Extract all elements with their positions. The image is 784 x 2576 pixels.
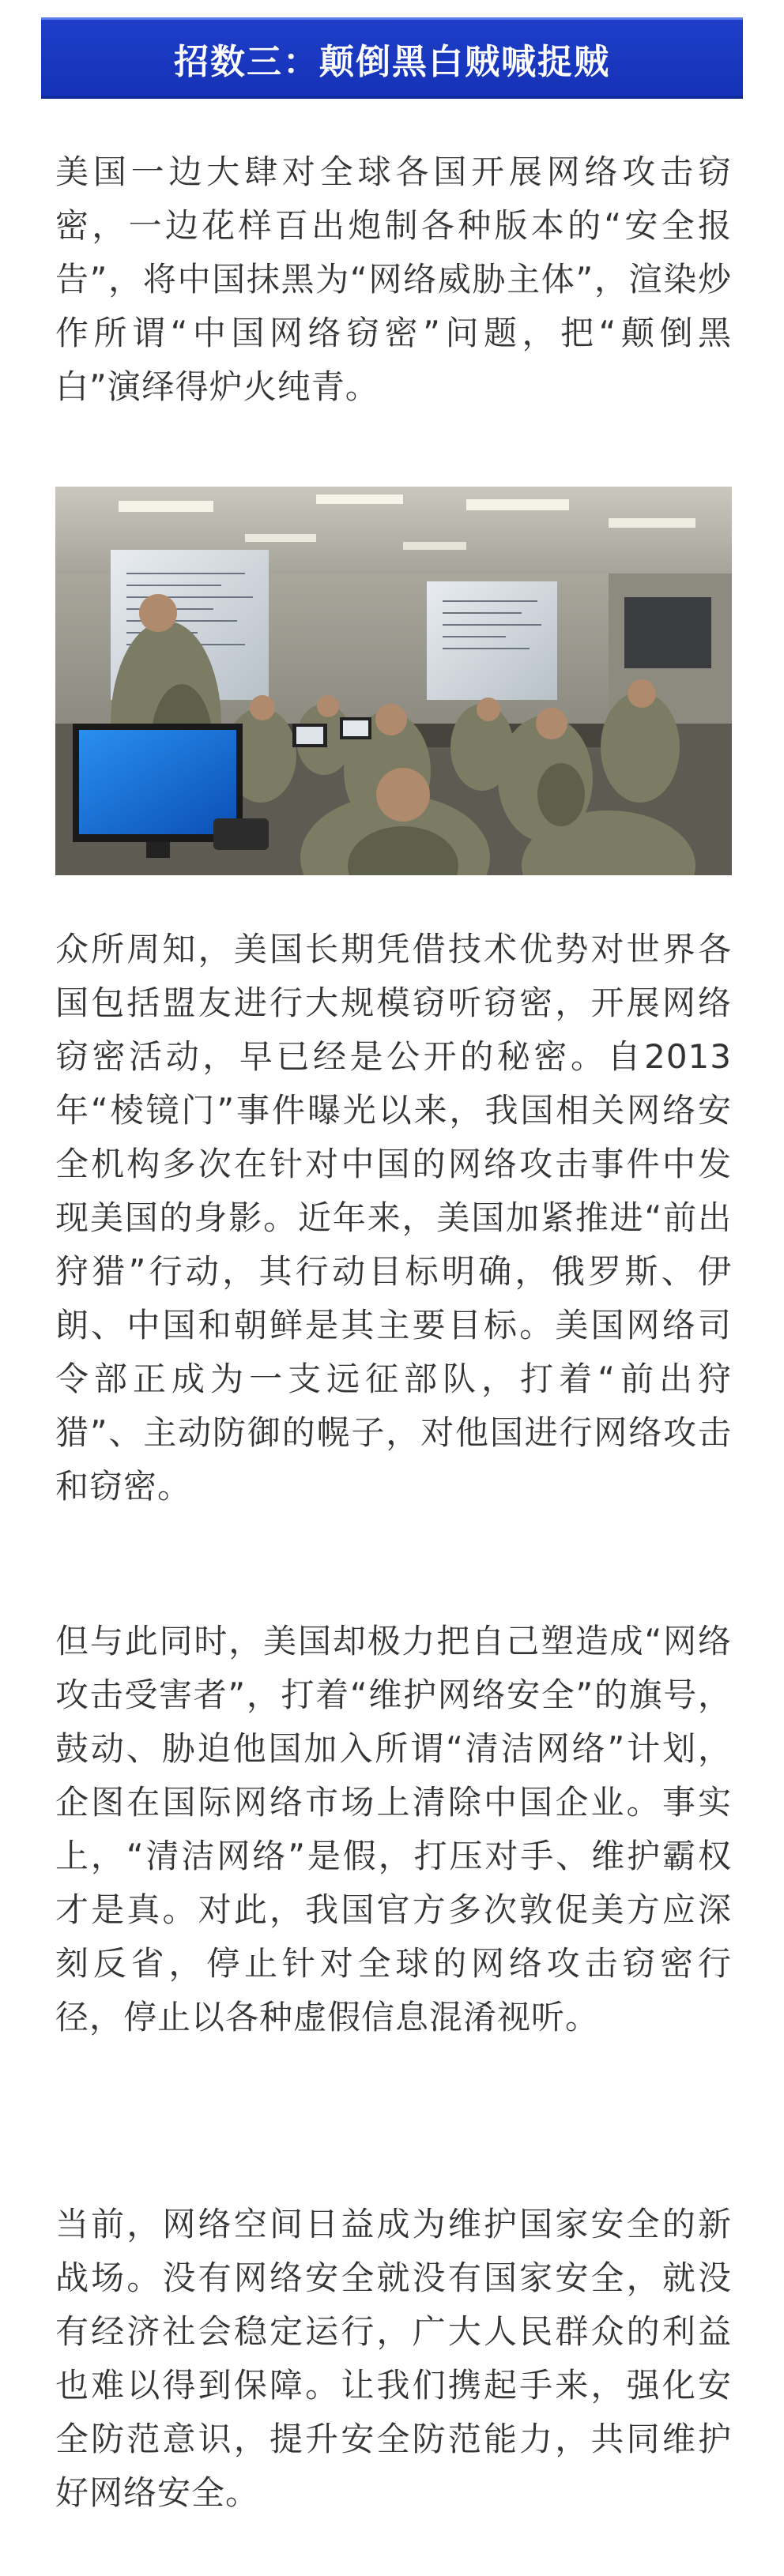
paragraph-intro: 美国一边大肆对全球各国开展网络攻击窃密，一边花样百出炮制各种版本的“安全报告”，将中国抹黑为“网络威胁主体”，渲染炒作所谓“中国网络窃密”问题，把“颠倒黑白”演绎得炉火纯青。: [55, 152, 732, 406]
section-header-banner: [41, 17, 743, 99]
section-title: 招数三：颠倒黑白贼喊捉贼: [174, 41, 610, 82]
paragraph-background: 众所周知，美国长期凭借技术优势对世界各国包括盟友进行大规模窃听窃密，开展网络窃密活动，早已经是公开的秘密。自2013年“棱镜门”事件曝光以来，我国相关网络安全机构多次在针对中国的网络攻击事件中发现美国的身影。近年来，美国加紧推进“前出狩猎”行动，其行动目标明确，俄罗斯、伊朗、中国和朝鲜是其主要目标。美国网络司令部正成为一支远征部队，打着“前出狩猎”、主动防御的幌子，对他国进行网络攻击和窃密。: [55, 930, 732, 1506]
paragraph-conclusion: 当前，网络空间日益成为维护国家安全的新战场。没有网络安全就没有国家安全，就没有经济社会稳定运行，广大人民群众的利益也难以得到保障。让我们携起手来，强化安全防范意识，提升安全防范能力，共同维护好网络安全。: [55, 2205, 732, 2512]
cyber-operations-room-photo: [55, 487, 732, 875]
paragraph-clean-network: 但与此同时，美国却极力把自己塑造成“网络攻击受害者”，打着“维护网络安全”的旗号，鼓动、胁迫他国加入所谓“清洁网络”计划，企图在国际网络市场上清除中国企业。事实上，“清洁网络”是假，打压对手、维护霸权才是真。对此，我国官方多次敦促美方应深刻反省，停止针对全球的网络攻击窃密行径，停止以各种虚假信息混淆视听。: [55, 1622, 732, 2036]
